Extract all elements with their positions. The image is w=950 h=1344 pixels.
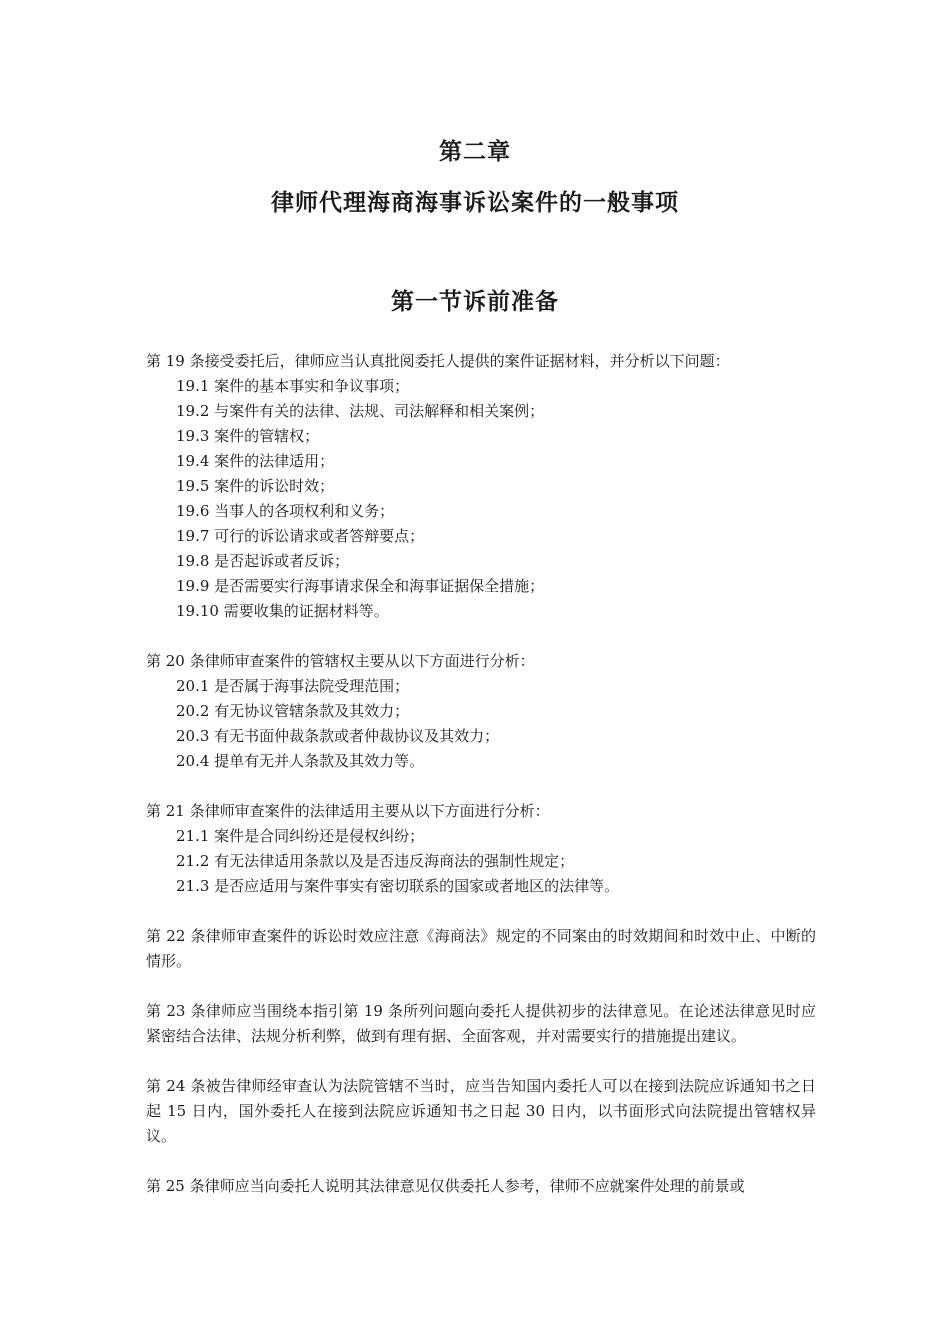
article-text: 第 23 条律师应当围绕本指引第 19 条所列问题向委托人提供初步的法律意见。在论述法律意见时应紧密结合法律、法规分析利弊，做到有理有据、全面客观，并对需要实行的措施提出建议。	[146, 1002, 816, 1045]
list-item: 20.1 是否属于海事法院受理范围；	[176, 677, 410, 695]
list-item: 19.3 案件的管辖权；	[176, 427, 320, 445]
article-text: 第 21 条律师审查案件的法律适用主要从以下方面进行分析：	[146, 802, 550, 820]
article-text: 第 24 条被告律师经审查认为法院管辖不当时，应当告知国内委托人可以在接到法院应诉通知书之日起 15 日内，国外委托人在接到法院应诉通知书之日起 30 日内，以书面形式向法院提出管辖权异议。	[146, 1077, 816, 1145]
list-item: 19.2 与案件有关的法律、法规、司法解释和相关案例；	[176, 402, 545, 420]
list-item: 19.7 可行的诉讼请求或者答辩要点；	[176, 527, 425, 545]
article-24	[146, 1074, 816, 1149]
list-item: 20.2 有无协议管辖条款及其效力；	[176, 702, 410, 720]
list-item: 19.9 是否需要实行海事请求保全和海事证据保全措施；	[176, 577, 545, 595]
article-23	[146, 999, 816, 1049]
article-text: 第 20 条律师审查案件的管辖权主要从以下方面进行分析：	[146, 652, 535, 670]
list-item: 20.4 提单有无并人条款及其效力等。	[176, 752, 425, 770]
article-20	[146, 649, 816, 774]
article-text: 第 22 条律师审查案件的诉讼时效应注意《海商法》规定的不同案由的时效期间和时效中止、中断的情形。	[146, 927, 816, 970]
list-item: 21.2 有无法律适用条款以及是否违反海商法的强制性规定；	[176, 852, 575, 870]
article-19	[146, 349, 816, 624]
list-item: 21.1 案件是合同纠纷还是侵权纠纷；	[176, 827, 425, 845]
document-body	[146, 349, 816, 1224]
list-item: 19.1 案件的基本事实和争议事项；	[176, 377, 410, 395]
chapter-title: 律师代理海商海事诉讼案件的一般事项	[271, 189, 679, 216]
list-item: 19.5 案件的诉讼时效；	[176, 477, 335, 495]
chapter-number: 第二章	[439, 138, 511, 165]
list-item: 20.3 有无书面仲裁条款或者仲裁协议及其效力；	[176, 727, 500, 745]
list-item: 21.3 是否应适用与案件事实有密切联系的国家或者地区的法律等。	[176, 877, 620, 895]
article-25	[146, 1174, 816, 1199]
article-22	[146, 924, 816, 974]
article-text: 第 25 条律师应当向委托人说明其法律意见仅供委托人参考，律师不应就案件处理的前景或	[146, 1177, 745, 1195]
article-text: 第 19 条接受委托后，律师应当认真批阅委托人提供的案件证据材料，并分析以下问题：	[146, 352, 730, 370]
list-item: 19.8 是否起诉或者反诉；	[176, 552, 350, 570]
list-item: 19.6 当事人的各项权利和义务；	[176, 502, 395, 520]
section-title: 第一节诉前准备	[391, 288, 559, 315]
article-21	[146, 799, 816, 899]
list-item: 19.4 案件的法律适用；	[176, 452, 335, 470]
list-item: 19.10 需要收集的证据材料等。	[176, 602, 389, 620]
